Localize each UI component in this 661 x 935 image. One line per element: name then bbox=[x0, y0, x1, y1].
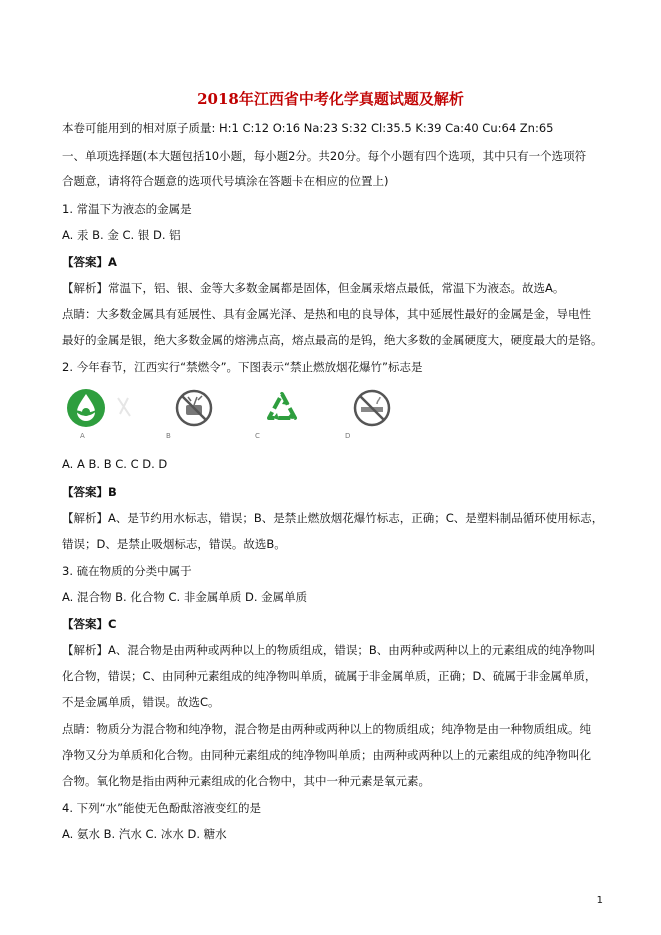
sign-d-label: D bbox=[345, 432, 351, 440]
question-3-options: A. 混合物 B. 化合物 C. 非金属单质 D. 金属单质 bbox=[62, 590, 308, 604]
note-3-line-3: 合物。氧化物是指由两种元素组成的化合物中，其中一种元素是氧元素。 bbox=[62, 774, 430, 788]
analysis-2-line-2: 错误；D、是禁止吸烟标志，错误。故选B。 bbox=[62, 537, 286, 551]
question-4: 4. 下列“水”能使无色酚酞溶液变红的是 bbox=[62, 801, 262, 815]
no-fireworks-icon bbox=[174, 388, 214, 432]
page-number: 1 bbox=[596, 895, 603, 906]
question-2-options: A. A B. B C. C D. D bbox=[62, 457, 168, 471]
sign-c-label: C bbox=[255, 432, 260, 440]
document-title: 2018年江西省中考化学真题试题及解析 bbox=[197, 90, 464, 108]
question-3: 3. 硫在物质的分类中属于 bbox=[62, 564, 192, 578]
analysis-1: 【解析】常温下，铝、银、金等大多数金属都是固体，但金属汞熔点最低，常温下为液态。故选A。 bbox=[62, 281, 565, 295]
question-1: 1. 常温下为液态的金属是 bbox=[62, 202, 192, 216]
analysis-3-line-2: 化合物，错误；C、由同种元素组成的纯净物叫单质，硫属于非金属单质，正确；D、硫属于非金属单质， bbox=[62, 669, 597, 683]
sign-b-label: B bbox=[166, 432, 171, 440]
no-smoking-icon bbox=[352, 388, 392, 432]
analysis-3-line-1: 【解析】A、混合物是由两种或两种以上的物质组成，错误；B、由两种或两种以上的元素组成的纯净物叫 bbox=[62, 643, 596, 657]
note-1-line-2: 最好的金属是银，绝大多数金属的熔沸点高，熔点最高的是钨，绝大多数的金属硬度大，硬度最大的是铬。 bbox=[62, 333, 603, 347]
answer-3: 【答案】C bbox=[62, 617, 117, 631]
answer-1: 【答案】A bbox=[62, 255, 117, 269]
recycle-icon bbox=[262, 388, 302, 432]
section-heading-cont: 合题意，请将符合题意的选项代号填涂在答题卡在相应的位置上) bbox=[62, 174, 389, 188]
section-heading: 一、单项选择题(本大题包括10小题，每小题2分。共20分。每个小题有四个选项，其中只有一个选项符 bbox=[62, 149, 587, 163]
note-3-line-1: 点睛：物质分为混合物和纯净物，混合物是由两种或两种以上的物质组成；纯净物是由一种物质组成。纯 bbox=[62, 722, 591, 736]
water-saving-icon bbox=[66, 388, 106, 432]
question-4-options: A. 氨水 B. 汽水 C. 冰水 D. 糖水 bbox=[62, 827, 227, 841]
sign-a-label: A bbox=[80, 432, 85, 440]
analysis-2-line-1: 【解析】A、是节约用水标志，错误；B、是禁止燃放烟花爆竹标志，正确；C、是塑料制品循环使用标志， bbox=[62, 511, 604, 525]
question-1-options: A. 汞 B. 金 C. 银 D. 铝 bbox=[62, 228, 181, 242]
atomic-mass-note: 本卷可能用到的相对原子质量: H:1 C:12 O:16 Na:23 S:32 Cl:35.5 K:39 Ca:40 Cu:64 Zn:65 bbox=[62, 121, 554, 135]
answer-2: 【答案】B bbox=[62, 485, 117, 499]
analysis-3-line-3: 不是金属单质，错误。故选C。 bbox=[62, 695, 220, 709]
note-1-line-1: 点睛：大多数金属具有延展性、具有金属光泽、是热和电的良导体，其中延展性最好的金属是金，导电性 bbox=[62, 307, 591, 321]
question-2: 2. 今年春节，江西实行“禁燃令”。下图表示“禁止燃放烟花爆竹”标志是 bbox=[62, 360, 423, 374]
sign-images bbox=[62, 388, 402, 446]
note-3-line-2: 净物又分为单质和化合物。由同种元素组成的纯净物叫单质；由两种或两种以上的元素组成的纯净物叫化 bbox=[62, 748, 591, 762]
faint-mark-icon bbox=[114, 394, 134, 424]
